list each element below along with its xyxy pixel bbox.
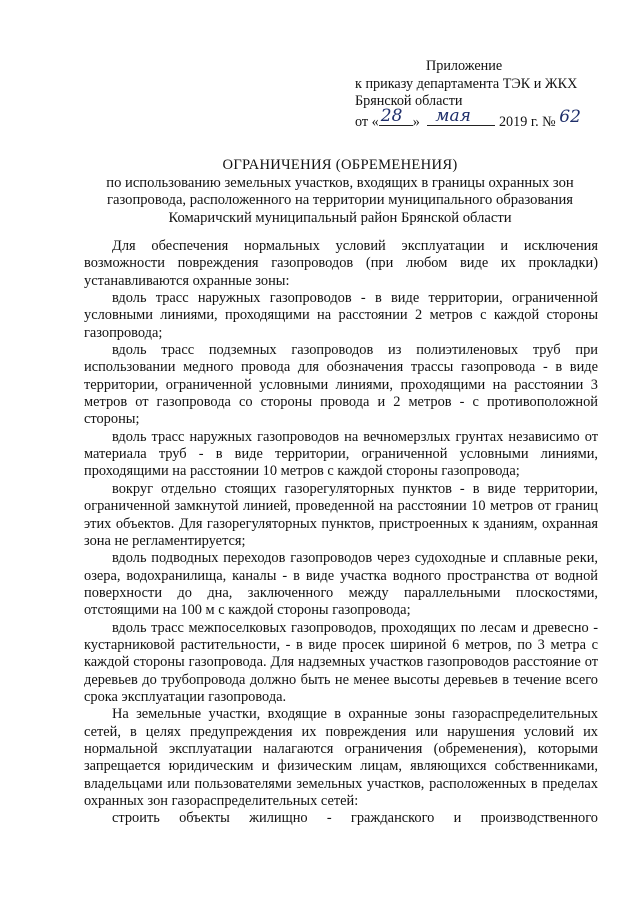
- title-line-2: по использованию земельных участков, входящих в границы охранных зон: [106, 174, 574, 191]
- year-and-number-label: 2019 г. №: [498, 113, 556, 130]
- region-name: Брянской области: [355, 93, 463, 109]
- paragraph-regulator-points: вокруг отдельно стоящих газорегуляторных пунктов - в виде территории, ограниченной замкнутой линией, проведенной на расстоянии 10 метров от границ этих объектов. Для газорегуляторных пунктов, пристроенных к зданиям, охранная зона не регламентируется;: [84, 480, 598, 549]
- handwritten-number: 62: [559, 106, 581, 127]
- handwritten-day: 28: [380, 105, 403, 126]
- paragraph-permafrost-pipelines: вдоль трасс наружных газопроводов на вечномерзлых грунтах независимо от материала труб - в виде территории, ограниченной условными линиями, проходящими на расстоянии 10 метров с каждой стороны газопровода;: [84, 428, 598, 480]
- paragraph-outdoor-pipelines: вдоль трасс наружных газопроводов - в виде территории, ограниченной условными линиями, проходящими на расстоянии 2 метров с каждой стороны газопровода;: [84, 290, 598, 341]
- document-title: [60, 157, 620, 227]
- handwritten-month: мая: [435, 105, 471, 126]
- paragraph-underwater-crossings: вдоль подводных переходов газопроводов через судоходные и сплавные реки, озера, водохранилища, каналы - в виде участка водного пространства от водной поверхности до дна, заключенного между параллельными плоскостями, отстоящими на 100 м с каждой стороны газопровода;: [84, 550, 598, 619]
- paragraph-restrictions: На земельные участки, входящие в охранные зоны газораспределительных сетей, в целях предупреждения их повреждения или нарушения условий их нормальной эксплуатации налагаются ограничения (обременения), которыми запрещается юридическим и физическим лицам, являющихся собственниками, владельцами или пользователями земельных участков, расположенных в пределах охранных зон газораспределительных сетей:: [84, 706, 598, 809]
- document-body: [84, 238, 598, 828]
- order-date-line: [355, 105, 625, 132]
- day-field: [379, 105, 413, 126]
- paragraph-construction-ban: строить объекты жилищно - гражданского и производственного: [112, 810, 598, 827]
- title-line-3: газопровода, расположенного на территории муниципального образования: [107, 192, 573, 209]
- paragraph-underground-pipelines: вдоль трасс подземных газопроводов из полиэтиленовых труб при использовании медного провода для обозначения трассы газопровода - в виде территории, ограниченной условными линиями, проходящими на расстоянии 3 метров от газопровода со стороны провода и 2 метров - с противоположной стороны;: [84, 342, 598, 428]
- title-line-4: Комаричский муниципальный район Брянской области: [168, 209, 512, 226]
- paragraph-intro: Для обеспечения нормальных условий эксплуатации и исключения возможности повреждения газопроводов (при любом виде их прокладки) устанавливаются охранные зоны:: [84, 238, 598, 289]
- title-heading: ОГРАНИЧЕНИЯ (ОБРЕМЕНЕНИЯ): [222, 157, 458, 173]
- appendix-label: Приложение: [426, 58, 503, 74]
- order-reference: к приказу департамента ТЭК и ЖКХ: [355, 75, 578, 92]
- date-prefix: от «: [355, 113, 379, 130]
- paragraph-forest-pipelines: вдоль трасс межпоселковых газопроводов, проходящих по лесам и древесно - кустарниковой растительности, - в виде просек шириной 6 метров, по 3 метра с каждой стороны газопровода. Для надземных участков газопроводов расстояние от деревьев до трубопровода должно быть не менее высоты деревьев в течение всего срока эксплуатации газопровода.: [84, 619, 598, 705]
- month-field: [427, 105, 495, 126]
- date-quote-close: »: [412, 113, 420, 130]
- appendix-header: [355, 58, 625, 131]
- number-field: [559, 106, 587, 127]
